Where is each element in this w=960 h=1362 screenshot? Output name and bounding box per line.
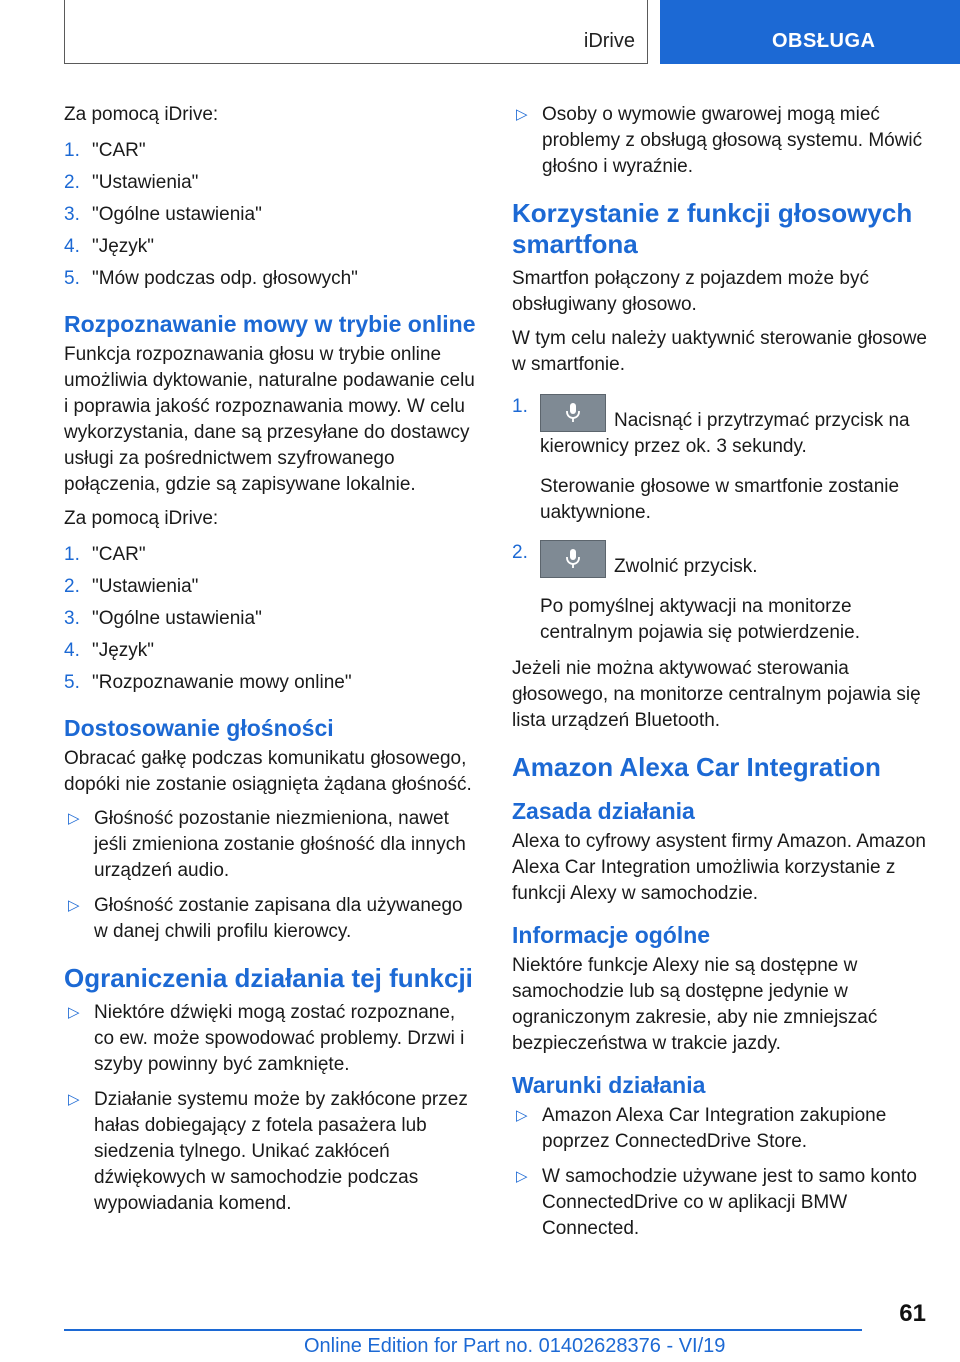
triangle-bullet-icon: ▷ (68, 1091, 80, 1108)
paragraph-smartphone-2: W tym celu należy uaktywnić sterowanie głosowe w smartfonie. (512, 328, 928, 375)
header-chapter-tab (660, 0, 960, 64)
step-list-2 (64, 542, 480, 696)
bullet-item: ▷ Amazon Alexa Car Integration zakupione poprzez ConnectedDrive Store. (516, 1105, 887, 1152)
header-section-title: iDrive (583, 30, 635, 52)
paragraph-general: Niektóre funkcje Alexy nie są dostępne w samochodzie lub są dostępne jedynie w ograniczonym zakresie, aby nie zmniejszać bezpieczeństwa w trakcie jazdy. (512, 955, 878, 1054)
step-item: 3. "Ogólne ustawienia" (64, 204, 262, 225)
step-list-1 (64, 138, 480, 292)
step-item: 2. Zwolnić przycisk. (512, 542, 758, 577)
bullet-item: ▷ Osoby o wymowie gwarowej mogą mieć problemy z obsługą głosową systemu. Mówić głośno i wyraźnie. (516, 104, 923, 177)
heading-volume: Dostosowanie głośności (64, 715, 334, 741)
step-item: 1. Nacisnąć i przytrzymać przycisk na kierownicy przez ok. 3 sekundy. (512, 396, 910, 457)
paragraph-smartphone-1: Smartfon połączony z pojazdem może być obsługiwany głosowo. (512, 268, 869, 315)
right-column (512, 102, 928, 1252)
step-item: 4. "Język" (64, 236, 155, 257)
step-list-smartphone (512, 394, 928, 460)
triangle-bullet-icon: ▷ (516, 106, 528, 123)
paragraph-bluetooth: Jeżeli nie można aktywować sterowania głosowego, na monitorze centralnym pojawia się lista urządzeń Bluetooth. (512, 658, 921, 731)
bullet-list-conditions (512, 1103, 928, 1242)
bullet-item: ▷ W samochodzie używane jest to samo konto ConnectedDrive co w aplikacji BMW Connected. (516, 1166, 917, 1239)
paragraph-principle: Alexa to cyfrowy asystent firmy Amazon. Amazon Alexa Car Integration umożliwia korzystanie z funkcji Alexy w samochodzie. (512, 831, 926, 904)
heading-online: Rozpoznawanie mowy w trybie online (64, 311, 476, 337)
triangle-bullet-icon: ▷ (68, 897, 80, 914)
step-item: 2. "Ustawienia" (64, 172, 199, 193)
intro-text: Za pomocą iDrive: (64, 104, 219, 125)
heading-alexa: Amazon Alexa Car Integration (512, 752, 881, 782)
footer-divider (64, 1329, 862, 1331)
heading-conditions: Warunki działania (512, 1072, 706, 1098)
bullet-list-volume (64, 806, 480, 945)
paragraph-online: Funkcja rozpoznawania głosu w trybie online umożliwia dyktowanie, naturalne podawanie celu i poprawia jakość rozpoznawania mowy. W celu wykorzystania, dane są przesyłane do dostawcy usługi za pośrednictwem szyfrowanego połączenia, gdzie są zapisywane lokalnie. (64, 344, 475, 495)
bullet-item: ▷ Głośność zostanie zapisana dla używanego w danej chwili profilu kierowcy. (68, 895, 463, 942)
step-result: Sterowanie głosowe w smartfonie zostanie uaktywnione. (540, 476, 900, 523)
intro-text: Za pomocą iDrive: (64, 508, 219, 529)
step-item: 5. "Rozpoznawanie mowy online" (64, 672, 352, 693)
bullet-list-dialect (512, 102, 928, 180)
footer-edition: Online Edition for Part no. 01402628376 - VI/19 (304, 1335, 726, 1357)
bullet-item: ▷ Głośność pozostanie niezmieniona, nawet jeśli zmieniona zostanie głośność dla innych urządzeń audio. (68, 808, 466, 881)
heading-general: Informacje ogólne (512, 922, 711, 948)
voice-button-image (540, 394, 606, 432)
step-item: 3. "Ogólne ustawienia" (64, 608, 262, 629)
header-chapter-label: OBSŁUGA (772, 30, 876, 52)
step-list-smartphone-2 (512, 540, 928, 580)
step-item: 4. "Język" (64, 640, 155, 661)
triangle-bullet-icon: ▷ (68, 1004, 80, 1021)
step-result: Po pomyślnej aktywacji na monitorze centralnym pojawia się potwierdzenie. (540, 596, 860, 643)
step-item: 5. "Mów podczas odp. głosowych" (64, 268, 358, 289)
header-frame (64, 0, 648, 64)
step-item: 1. "CAR" (64, 140, 146, 161)
microphone-icon (565, 548, 581, 570)
step-item: 1. "CAR" (64, 544, 146, 565)
bullet-item: ▷ Działanie systemu może by zakłócone przez hałas dobiegający z fotela pasażera lub siedzenia tylnego. Unikać zakłóceń dźwiękowych w samochodzie podczas wypowiadania komend. (68, 1089, 468, 1214)
heading-smartphone: Korzystanie z funkcji głosowych smartfona (512, 198, 913, 259)
page-number: 61 (899, 1300, 926, 1327)
triangle-bullet-icon: ▷ (516, 1168, 528, 1185)
heading-principle: Zasada działania (512, 798, 695, 824)
heading-limits: Ograniczenia działania tej funkcji (64, 963, 473, 993)
voice-button-image (540, 540, 606, 578)
paragraph-volume: Obracać gałkę podczas komunikatu głosowego, dopóki nie zostanie osiągnięta żądana głośność. (64, 748, 472, 795)
bullet-item: ▷ Niektóre dźwięki mogą zostać rozpoznane, co ew. może spowodować problemy. Drzwi i szyby powinny być zamknięte. (68, 1002, 465, 1075)
triangle-bullet-icon: ▷ (68, 810, 80, 827)
step-item: 2. "Ustawienia" (64, 576, 199, 597)
microphone-icon (565, 402, 581, 424)
bullet-list-limits (64, 1000, 480, 1217)
left-column (64, 102, 480, 1227)
triangle-bullet-icon: ▷ (516, 1107, 528, 1124)
